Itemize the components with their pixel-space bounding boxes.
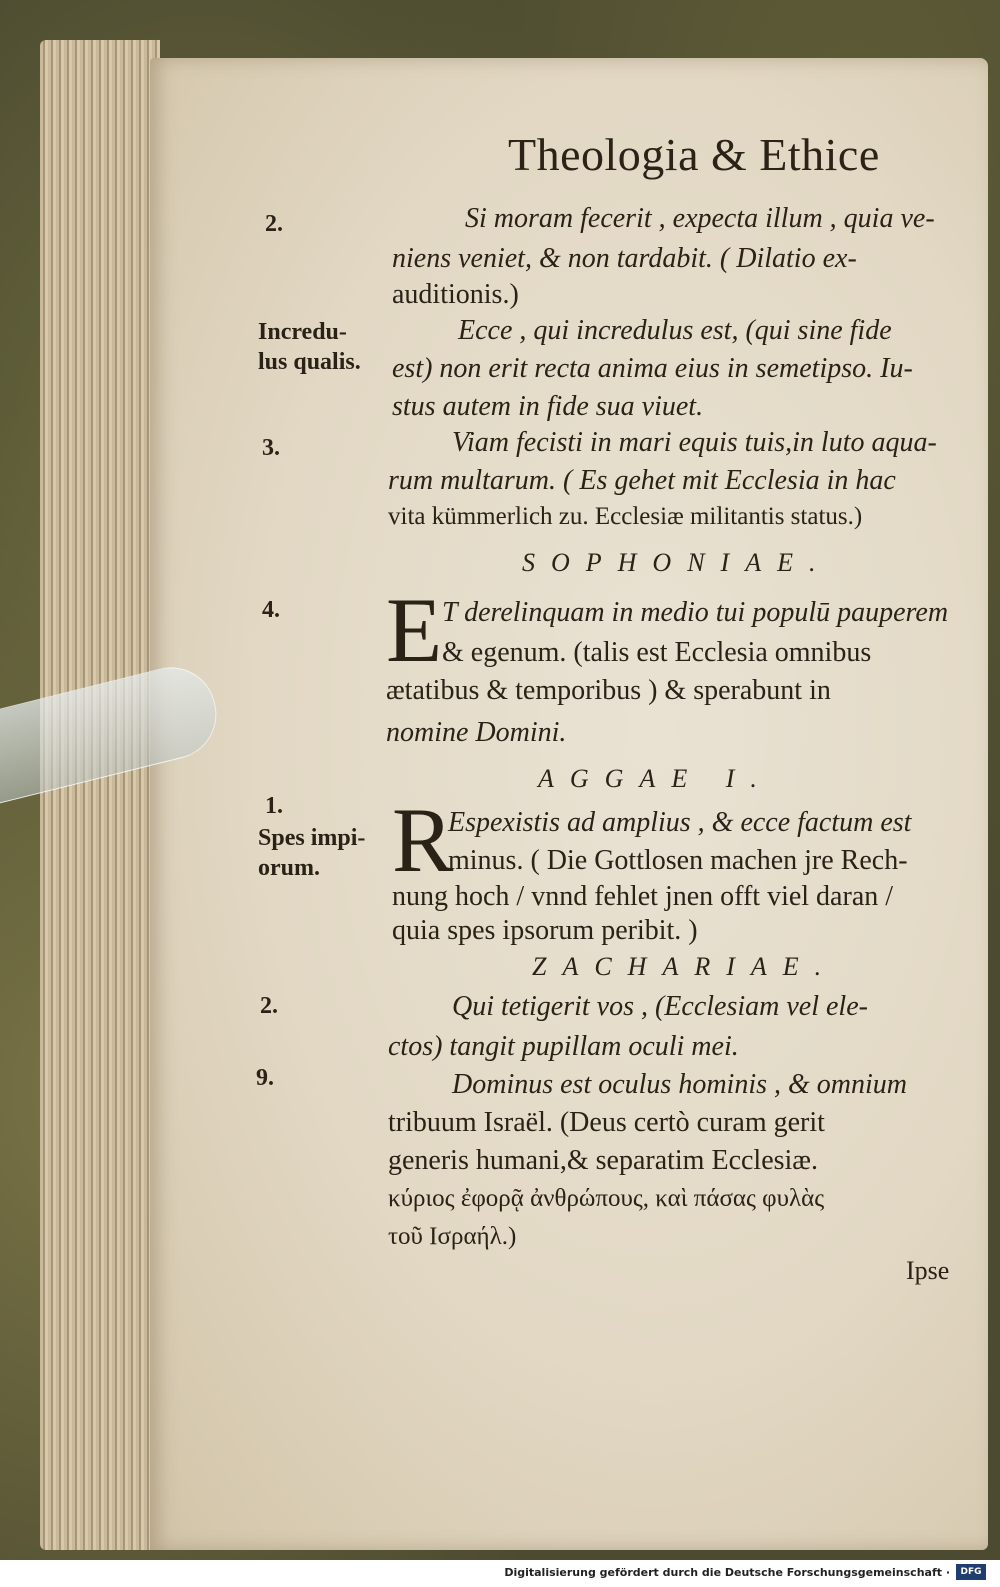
text-line: vita kümmerlich zu. Ecclesiæ militantis status.) [388, 503, 863, 530]
margin-note: 9. [256, 1065, 274, 1091]
margin-note: Incredu- [258, 319, 347, 345]
page-edges [40, 40, 160, 1550]
dfg-logo: DFG [956, 1564, 986, 1580]
text-line: quia spes ipsorum peribit. ) [392, 915, 698, 946]
margin-note: 4. [262, 597, 280, 623]
text-line: rum multarum. ( Es gehet mit Ecclesia in hac [388, 465, 896, 496]
margin-note: 1. [265, 793, 283, 819]
text-line: Espexistis ad amplius , & ecce factum est [448, 807, 912, 838]
page-header: Theologia & Ethice [508, 129, 880, 180]
section-heading: SOPHONIAE. [522, 548, 832, 577]
text-line: Si moram fecerit , expecta illum , quia ve- [465, 203, 935, 234]
text-line: ctos) tangit pupillam oculi mei. [388, 1031, 739, 1062]
margin-note: Spes impi- [258, 825, 366, 851]
text-line: auditionis.) [392, 279, 519, 310]
margin-note: 2. [260, 993, 278, 1019]
drop-cap: R [392, 789, 454, 891]
section-heading: AGGAE I. [538, 764, 773, 793]
text-line: minus. ( Die Gottlosen machen jre Rech- [448, 845, 908, 876]
text-line: κύριος ἐφορᾷ ἀνθρώπους, καὶ πάσας φυλὰς [388, 1185, 825, 1212]
text-line: est) non erit recta anima eius in semetipso. Iu- [392, 353, 913, 384]
text-line: T derelinquam in medio tui populū pauperem [442, 597, 949, 628]
text-line: Viam fecisti in mari equis tuis,in luto aqua- [452, 427, 937, 458]
margin-note: orum. [258, 855, 320, 881]
catchword: Ipse [906, 1256, 950, 1285]
margin-note: 3. [262, 435, 280, 461]
text-line: τοῦ Ισραήλ.) [388, 1223, 517, 1250]
margin-note: lus qualis. [258, 349, 361, 375]
text-line: nomine Domini. [386, 717, 567, 748]
text-line: generis humani,& separatim Ecclesiæ. [388, 1145, 818, 1176]
text-line: niens veniet, & non tardabit. ( Dilatio ex- [392, 243, 857, 274]
text-line: tribuum Israël. (Deus certò curam gerit [388, 1107, 825, 1138]
text-line: ætatibus & temporibus ) & sperabunt in [386, 675, 831, 706]
footer-credit: Digitalisierung gefördert durch die Deutsche Forschungsgemeinschaft · [504, 1566, 950, 1579]
text-line: Qui tetigerit vos , (Ecclesiam vel ele- [452, 991, 868, 1022]
drop-cap: E [386, 579, 443, 681]
text-line: nung hoch / vnnd fehlet jnen offt viel daran / [392, 881, 894, 912]
margin-note: 2. [265, 211, 283, 237]
section-heading: ZACHARIAE. [532, 952, 838, 981]
text-line: & egenum. (talis est Ecclesia omnibus [442, 637, 872, 668]
text-line: Ecce , qui incredulus est, (qui sine fide [458, 315, 892, 346]
text-line: Dominus est oculus hominis , & omnium [452, 1069, 907, 1100]
text-line: stus autem in fide sua viuet. [392, 391, 704, 422]
